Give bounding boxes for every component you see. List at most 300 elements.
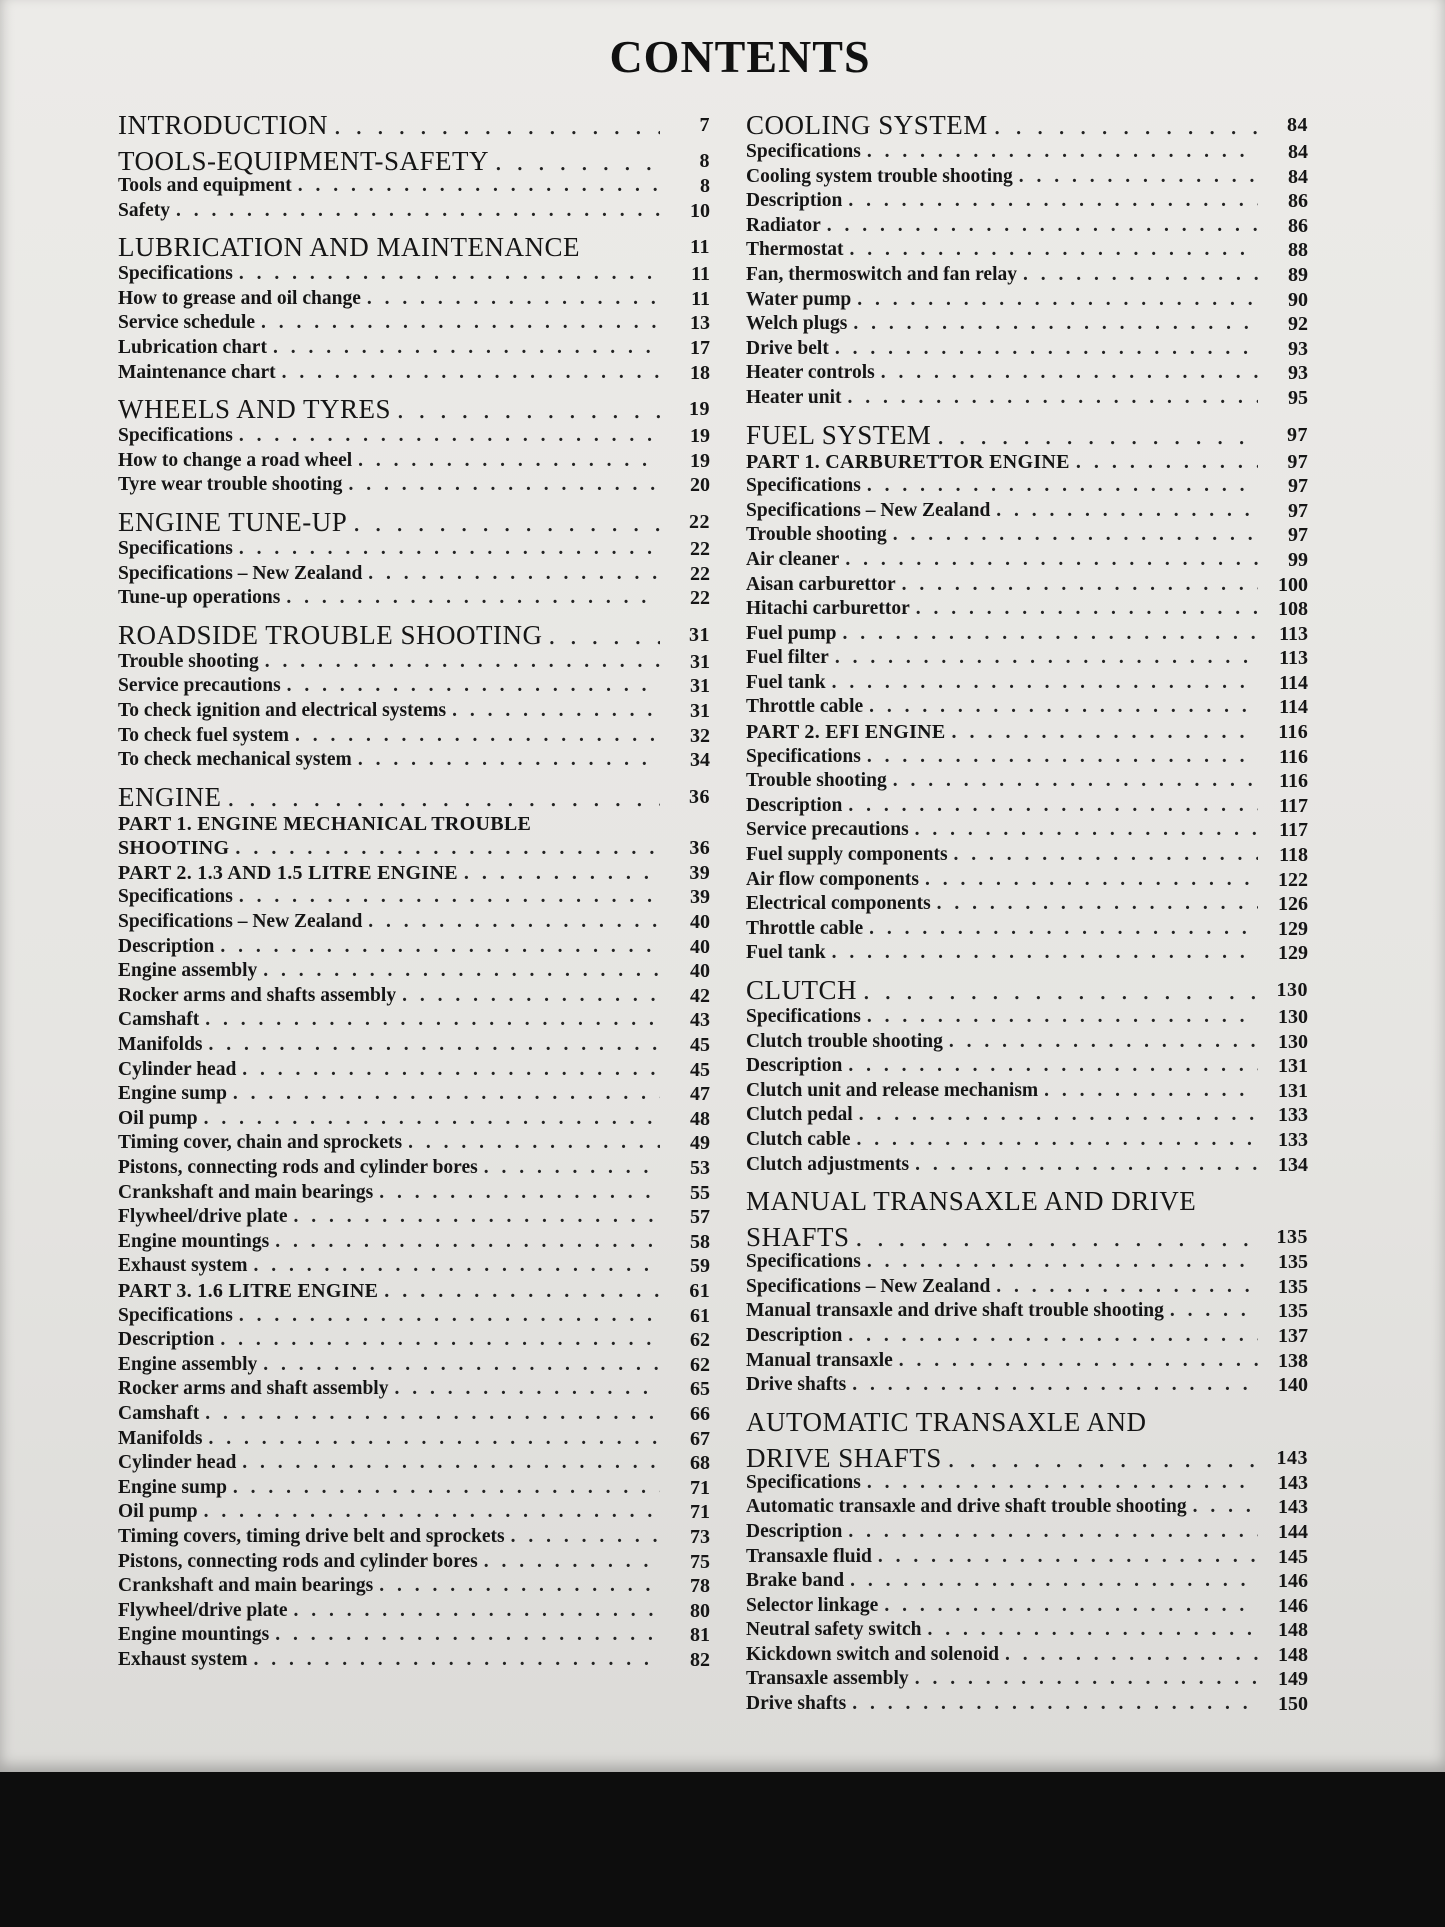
toc-entry <box>746 745 1308 770</box>
toc-page-number: 84 <box>1288 165 1308 188</box>
toc-entry-label: Description <box>746 190 843 212</box>
toc-entry <box>118 199 710 224</box>
toc-entry <box>118 1156 710 1181</box>
toc-page-number: 113 <box>1279 622 1308 645</box>
dot-leader <box>261 311 660 336</box>
dot-leader <box>286 586 660 611</box>
toc-page-number: 116 <box>1278 721 1308 744</box>
toc-entry <box>118 262 710 287</box>
toc-page-number: 32 <box>690 724 710 747</box>
toc-section-heading <box>118 507 710 537</box>
toc-page-number: 11 <box>691 287 710 310</box>
toc-entry <box>118 1058 710 1083</box>
toc-page-number: 13 <box>690 312 710 335</box>
toc-entry-label: Air flow components <box>746 868 919 890</box>
toc-entry-label: Exhaust system <box>118 1255 248 1277</box>
dot-leader <box>379 1181 660 1206</box>
toc-page-number: 73 <box>690 1525 710 1548</box>
dot-leader <box>927 1618 1258 1643</box>
dot-leader <box>358 748 660 773</box>
toc-entry <box>118 885 710 910</box>
toc-entry <box>746 189 1308 214</box>
toc-entry <box>118 311 710 336</box>
toc-section-heading <box>118 620 710 650</box>
dot-leader <box>367 287 660 312</box>
toc-entry-label: Manual transaxle <box>746 1349 893 1371</box>
toc-entry <box>118 1131 710 1156</box>
toc-page-number: 97 <box>1288 475 1308 498</box>
toc-entry-label: Specifications <box>746 141 861 162</box>
toc-page-number: 129 <box>1278 917 1308 940</box>
toc-entry <box>746 1594 1308 1619</box>
toc-entry-label: Neutral safety switch <box>746 1619 922 1641</box>
dot-leader <box>253 1648 660 1673</box>
dot-leader <box>848 794 1258 819</box>
dot-leader <box>1193 1495 1258 1520</box>
toc-entry-label: Radiator <box>746 214 821 236</box>
toc-entry-label: PART 2. EFI ENGINE <box>746 721 946 744</box>
dot-leader <box>397 394 660 424</box>
toc-entry-label: Welch plugs <box>746 313 848 335</box>
toc-entry <box>118 1427 710 1452</box>
toc-entry <box>746 941 1308 966</box>
toc-entry-label: Pistons, connecting rods and cylinder bores <box>118 1550 478 1572</box>
toc-page-number: 55 <box>690 1181 710 1204</box>
toc-entry <box>746 622 1308 647</box>
toc-page-number: 75 <box>690 1550 710 1573</box>
toc-entry <box>746 1054 1308 1079</box>
dot-leader <box>915 1153 1258 1178</box>
toc-entry <box>118 1402 710 1427</box>
toc-page-number: 135 <box>1278 1300 1308 1323</box>
toc-entry <box>118 1181 710 1206</box>
toc-page-number: 117 <box>1279 794 1308 817</box>
toc-page-number: 133 <box>1278 1128 1308 1151</box>
toc-page-number: 149 <box>1278 1668 1308 1691</box>
toc-entry-label: ENGINE TUNE-UP <box>118 506 348 537</box>
toc-entry-label: Air cleaner <box>746 548 840 570</box>
toc-entry-label: Transaxle assembly <box>746 1668 909 1690</box>
toc-entry <box>746 1618 1308 1643</box>
toc-entry-label: Safety <box>118 199 170 221</box>
toc-page-number: 114 <box>1279 696 1308 719</box>
toc-entry-label: Clutch trouble shooting <box>746 1030 943 1052</box>
dot-leader <box>239 537 660 562</box>
toc-entry <box>746 1495 1308 1520</box>
toc-entry-label: Engine assembly <box>118 1353 258 1375</box>
toc-entry <box>118 1082 710 1107</box>
toc-entry-label: Specifications <box>118 886 233 908</box>
toc-entry-label: Fuel tank <box>746 671 826 693</box>
toc-entry-label: Engine sump <box>118 1476 227 1498</box>
toc-entry <box>746 1005 1308 1030</box>
dot-leader <box>484 1550 660 1575</box>
dot-leader <box>204 1107 660 1132</box>
toc-entry-label: Throttle cable <box>746 917 864 939</box>
toc-entry-label: Description <box>746 1324 843 1346</box>
toc-entry <box>118 1648 710 1673</box>
toc-part-heading <box>118 1279 710 1304</box>
toc-entry <box>118 361 710 386</box>
toc-entry-label: Specifications <box>118 425 233 447</box>
toc-entry-label: Selector linkage <box>746 1594 879 1616</box>
toc-entry <box>118 336 710 361</box>
toc-page-number: 19 <box>689 398 710 421</box>
toc-entry-label: Maintenance chart <box>118 361 276 383</box>
toc-entry-label: Pistons, connecting rods and cylinder bores <box>118 1157 478 1178</box>
toc-entry-label: Engine sump <box>118 1083 227 1105</box>
dot-leader <box>348 473 660 498</box>
toc-page-number: 40 <box>690 960 710 983</box>
dot-leader <box>994 110 1258 140</box>
toc-page-number: 82 <box>690 1648 710 1671</box>
dot-leader <box>867 745 1258 770</box>
toc-entry-label: SHOOTING <box>118 837 230 860</box>
toc-entry-label: Thermostat <box>746 239 844 261</box>
toc-entry <box>746 597 1308 622</box>
toc-page-number: 61 <box>689 1279 710 1302</box>
toc-section-heading <box>746 975 1308 1005</box>
toc-entry-label: Specifications <box>746 745 861 767</box>
toc-page-number: 145 <box>1278 1545 1308 1568</box>
toc-entry-label: Rocker arms and shafts assembly <box>118 984 397 1006</box>
toc-page-number: 31 <box>689 623 710 646</box>
toc-entry-label: Specifications <box>118 1304 233 1326</box>
toc-entry-label: Specifications <box>746 475 861 497</box>
dot-leader <box>852 1692 1258 1717</box>
toc-entry-label: Aisan carburettor <box>746 573 896 595</box>
toc-page-number: 71 <box>690 1476 710 1499</box>
toc-entry <box>118 1254 710 1279</box>
toc-entry <box>746 1275 1308 1300</box>
toc-entry-label: Automatic transaxle and drive shaft trouble shooting <box>746 1496 1187 1518</box>
toc-page-number: 134 <box>1278 1153 1308 1176</box>
toc-entry-label: WHEELS AND TYRES <box>118 394 392 425</box>
dot-leader <box>484 1156 660 1181</box>
toc-page-number: 81 <box>690 1624 710 1647</box>
toc-page-number: 146 <box>1278 1570 1308 1593</box>
toc-entry-label: CLUTCH <box>746 975 857 1005</box>
toc-page-number: 31 <box>690 650 710 673</box>
toc-entry <box>746 1349 1308 1374</box>
dot-leader <box>996 499 1258 524</box>
toc-entry <box>746 1030 1308 1055</box>
toc-page-number: 129 <box>1278 942 1308 965</box>
toc-entry-label: Engine mountings <box>118 1624 270 1646</box>
toc-entry <box>746 1128 1308 1153</box>
toc-page-number: 143 <box>1278 1471 1308 1494</box>
toc-entry <box>746 917 1308 942</box>
toc-entry <box>746 1643 1308 1668</box>
dot-leader <box>209 1033 660 1058</box>
toc-page-number: 67 <box>690 1427 710 1450</box>
toc-entry-label: Transaxle fluid <box>746 1545 872 1567</box>
toc-entry-label: Specifications <box>118 537 233 559</box>
dot-leader <box>205 1008 660 1033</box>
toc-part-heading <box>746 720 1308 745</box>
toc-entry <box>746 337 1308 362</box>
toc-page-number: 68 <box>690 1452 710 1475</box>
toc-entry-label: Specifications – New Zealand <box>746 1275 991 1297</box>
dot-leader <box>511 1525 660 1550</box>
toc-entry <box>118 562 710 587</box>
toc-entry-label: Fuel filter <box>746 647 829 669</box>
dot-leader <box>867 1250 1258 1275</box>
toc-entry <box>118 1525 710 1550</box>
toc-entry-label: Specifications – New Zealand <box>118 911 363 933</box>
toc-entry-label: Crankshaft and main bearings <box>118 1181 374 1203</box>
dot-leader <box>848 189 1258 214</box>
toc-page-number: 143 <box>1276 1446 1308 1469</box>
toc-entry <box>746 818 1308 843</box>
toc-page-number: 113 <box>1279 647 1308 670</box>
toc-entry-label: Service precautions <box>746 819 909 841</box>
toc-page-number: 114 <box>1279 671 1308 694</box>
toc-entry-label: PART 2. 1.3 AND 1.5 LITRE ENGINE <box>118 861 458 884</box>
toc-entry <box>118 473 710 498</box>
toc-page-number: 45 <box>690 1034 710 1057</box>
toc-entry <box>746 1079 1308 1104</box>
toc-part-heading <box>118 812 710 837</box>
toc-page-number: 58 <box>690 1230 710 1253</box>
dot-leader <box>916 597 1258 622</box>
dot-leader <box>239 885 660 910</box>
toc-page-number: 130 <box>1276 979 1308 1001</box>
toc-entry <box>118 935 710 960</box>
toc-page-number: 53 <box>690 1157 710 1179</box>
dot-leader <box>227 782 660 812</box>
toc-page-number: 150 <box>1278 1693 1308 1716</box>
dot-leader <box>239 262 660 287</box>
toc-entry-label: Flywheel/drive plate <box>118 1206 288 1228</box>
dot-leader <box>835 337 1258 362</box>
toc-page-number: 80 <box>690 1599 710 1622</box>
toc-page-number: 86 <box>1288 190 1308 213</box>
dot-leader <box>275 1623 660 1648</box>
toc-entry-label: SHAFTS <box>746 1222 850 1253</box>
toc-page-number: 22 <box>690 562 710 585</box>
toc-entry-label: To check mechanical system <box>118 749 352 771</box>
toc-page-number: 40 <box>690 911 710 934</box>
dot-leader <box>242 1451 660 1476</box>
toc-entry-label: Hitachi carburettor <box>746 598 910 620</box>
toc-page-number: 43 <box>690 1009 710 1032</box>
toc-page-number: 140 <box>1278 1374 1308 1397</box>
toc-entry-label: PART 3. 1.6 LITRE ENGINE <box>118 1279 379 1302</box>
toc-part-heading <box>118 861 710 886</box>
toc-page-number: 93 <box>1288 337 1308 360</box>
toc-entry <box>746 695 1308 720</box>
toc-page-number: 89 <box>1288 263 1308 286</box>
toc-page-number: 93 <box>1288 362 1308 385</box>
toc-entry-label: Manual transaxle and drive shaft trouble shooting <box>746 1300 1164 1322</box>
dot-leader <box>878 1545 1258 1570</box>
toc-entry-label: Trouble shooting <box>118 650 259 672</box>
toc-entry <box>118 1230 710 1255</box>
dot-leader <box>298 174 660 199</box>
dot-leader <box>1076 450 1258 475</box>
toc-entry <box>118 537 710 562</box>
toc-entry <box>118 1377 710 1402</box>
toc-entry <box>118 1623 710 1648</box>
toc-section-heading <box>118 394 710 424</box>
toc-page-number: 135 <box>1278 1275 1308 1298</box>
toc-entry-label: To check ignition and electrical systems <box>118 699 447 721</box>
toc-entry <box>118 287 710 312</box>
toc-page-number: 97 <box>1287 423 1308 446</box>
toc-page-number: 144 <box>1278 1520 1308 1543</box>
contents-right-column <box>746 110 1308 1717</box>
toc-page-number: 135 <box>1276 1226 1308 1249</box>
dot-leader <box>881 361 1258 386</box>
toc-page-number: 40 <box>690 935 710 958</box>
dot-leader <box>867 474 1258 499</box>
toc-entry <box>746 238 1308 263</box>
dot-leader <box>996 1275 1258 1300</box>
toc-entry-label: Manifolds <box>118 1034 203 1056</box>
toc-entry <box>746 1569 1308 1594</box>
toc-entry <box>118 1500 710 1525</box>
dot-leader <box>253 1254 660 1279</box>
dot-leader <box>859 1103 1258 1128</box>
dot-leader <box>850 1569 1258 1594</box>
toc-section-heading <box>746 420 1308 450</box>
contents-left-column <box>118 110 710 1672</box>
toc-entry <box>746 573 1308 598</box>
toc-entry <box>118 1304 710 1329</box>
toc-entry <box>746 1520 1308 1545</box>
toc-entry <box>118 1353 710 1378</box>
toc-page-number: 84 <box>1288 141 1308 163</box>
toc-page-number: 62 <box>690 1353 710 1376</box>
dot-leader <box>857 1128 1258 1153</box>
toc-page-number: 61 <box>690 1304 710 1327</box>
dot-leader <box>282 361 660 386</box>
toc-entry <box>746 140 1308 165</box>
toc-page-number: 18 <box>690 361 710 384</box>
toc-entry-label: Kickdown switch and solenoid <box>746 1643 1000 1665</box>
toc-page-number: 65 <box>690 1378 710 1401</box>
dot-leader <box>954 843 1258 868</box>
dot-leader <box>915 818 1258 843</box>
toc-entry-label: Camshaft <box>118 1009 200 1031</box>
toc-page-number: 31 <box>690 699 710 722</box>
toc-entry-label: Heater unit <box>746 386 842 408</box>
toc-entry-label: Description <box>746 1520 843 1542</box>
toc-entry <box>118 674 710 699</box>
toc-entry <box>118 174 710 199</box>
toc-entry <box>118 910 710 935</box>
toc-entry <box>118 1008 710 1033</box>
toc-page-number: 57 <box>690 1206 710 1229</box>
toc-entry-label: Electrical components <box>746 893 931 915</box>
toc-entry-label: Timing covers, timing drive belt and sprockets <box>118 1525 505 1547</box>
dot-leader <box>368 910 660 935</box>
toc-entry-label: Description <box>746 794 843 816</box>
dot-leader <box>893 769 1258 794</box>
dot-leader <box>379 1574 660 1599</box>
dot-leader <box>294 1205 660 1230</box>
toc-page-number: 88 <box>1288 239 1308 262</box>
toc-entry-label: Clutch adjustments <box>746 1153 910 1175</box>
toc-page-number: 118 <box>1279 844 1308 867</box>
toc-entry-label: Cylinder head <box>118 1058 237 1080</box>
dot-leader <box>220 1328 660 1353</box>
toc-page-number: 122 <box>1278 868 1308 891</box>
toc-page-number: 146 <box>1278 1594 1308 1617</box>
toc-entry-label: Heater controls <box>746 362 875 384</box>
toc-entry-label: To check fuel system <box>118 724 289 746</box>
toc-entry <box>746 165 1308 190</box>
toc-entry-label: Description <box>746 1055 843 1077</box>
dot-leader <box>239 424 660 449</box>
toc-page-number: 133 <box>1278 1104 1308 1127</box>
toc-page-number: 99 <box>1288 548 1308 571</box>
toc-page-number: 48 <box>690 1107 710 1130</box>
toc-page-number: 135 <box>1278 1251 1308 1274</box>
toc-section-heading <box>118 146 710 176</box>
dot-leader <box>235 836 660 861</box>
toc-entry <box>118 1476 710 1501</box>
toc-entry-label: COOLING SYSTEM <box>746 110 988 140</box>
toc-page-number: 42 <box>690 984 710 1007</box>
toc-entry-label: Description <box>118 935 215 957</box>
toc-page-number: 22 <box>689 510 710 533</box>
toc-entry <box>746 1471 1308 1496</box>
toc-entry-label: Oil pump <box>118 1501 198 1523</box>
toc-entry-label: Manifolds <box>118 1427 203 1449</box>
toc-page-number: 90 <box>1288 288 1308 311</box>
toc-page-number: 108 <box>1278 598 1308 621</box>
dot-leader <box>176 199 660 224</box>
toc-page-number: 59 <box>690 1255 710 1278</box>
dot-leader <box>863 975 1258 1005</box>
toc-page-number: 86 <box>1288 214 1308 237</box>
toc-page-number: 62 <box>690 1329 710 1352</box>
dot-leader <box>220 935 660 960</box>
toc-entry <box>746 646 1308 671</box>
toc-entry-label: How to change a road wheel <box>118 449 353 471</box>
toc-entry-label: Drive shafts <box>746 1693 847 1715</box>
dot-leader <box>952 720 1258 745</box>
toc-entry-label: Oil pump <box>118 1107 198 1129</box>
toc-part-heading <box>118 836 710 861</box>
dot-leader <box>1044 1079 1258 1104</box>
toc-page-number: 34 <box>690 749 710 772</box>
toc-entry-label: Service precautions <box>118 675 281 697</box>
toc-page-number: 8 <box>699 150 710 172</box>
toc-entry <box>118 1574 710 1599</box>
toc-entry-label: Trouble shooting <box>746 770 887 792</box>
dot-leader <box>1019 165 1258 190</box>
toc-entry <box>746 843 1308 868</box>
toc-page-number: 97 <box>1287 450 1308 473</box>
toc-entry-label: ROADSIDE TROUBLE SHOOTING <box>118 619 543 650</box>
toc-entry-label: Tyre wear trouble shooting <box>118 474 343 496</box>
toc-entry-label: Description <box>118 1329 215 1351</box>
dot-leader <box>1005 1643 1258 1668</box>
dot-leader <box>1170 1299 1258 1324</box>
toc-entry-label: DRIVE SHAFTS <box>746 1442 942 1473</box>
toc-page-number: 11 <box>690 236 710 259</box>
toc-page-number: 39 <box>689 861 710 884</box>
toc-entry <box>118 724 710 749</box>
toc-entry-label: Tools and equipment <box>118 175 292 196</box>
dot-leader <box>394 1377 660 1402</box>
dot-leader <box>857 288 1258 313</box>
page-title: CONTENTS <box>609 31 871 82</box>
dot-leader <box>275 1230 660 1255</box>
